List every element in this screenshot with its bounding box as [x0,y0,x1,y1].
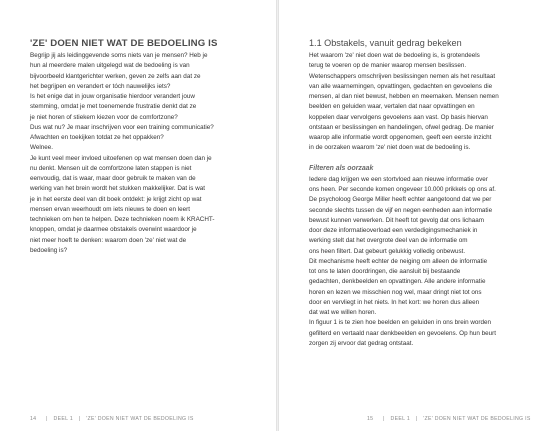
footer-title: 'ZE' DOEN NIET WAT DE BEDOELING IS [423,416,531,422]
text-line: ontstaan er beslissingen en handelingen, ofwel gedrag. De manier [309,123,494,131]
text-line: niet meer hoeft te denken: waarom doen 'ze' niet wat de [30,236,187,244]
text-line: mensen ervan weerhoudt om iets nieuws te doen en leert [30,205,190,213]
footer-separator: | [78,416,81,422]
footer-separator: | [415,416,418,422]
text-line: beelden en geluiden waar, vertalen dat naar opvattingen en [309,103,475,111]
text-line: werking van het brein wordt het stukken makkelijker. Dat is wat [30,185,205,193]
text-line: koppelen daar vervolgens gevoelens aan vast. Op basis hiervan [309,113,488,121]
text-line: knoppen, omdat je daarmee obstakels overwint waardoor je [30,226,197,234]
text-line: dat wat we willen horen. [309,309,377,316]
text-line: Iedere dag krijgen we een stortvloed aan nieuwe informatie over [309,175,488,183]
text-line: hun al meerdere malen uitgelegd wat de bedoeling is van [30,62,190,70]
text-line: technieken om hen te helpen. Deze technieken noem ik KRACHT- [30,216,215,223]
text-line: werking stelt dat het overgrote deel van de informatie om [309,237,468,245]
text-line: Afwachten en toekijken totdat ze het oppakken? [30,134,164,141]
text-line: Dit mechanisme heeft echter de neiging om alleen de informatie [309,257,488,265]
chapter-heading: 'ZE' DOEN NIET WAT DE BEDOELING IS [30,38,218,49]
text-line: In figuur 1 is te zien hoe beelden en geluiden in ons brein worden [309,319,492,327]
subheading: Filteren als oorzaak [309,164,374,172]
right-footer [367,416,531,422]
text-line: bedoeling is? [30,246,68,254]
footer-part: DEEL 1 [53,416,74,422]
right-body [309,175,533,349]
text-line: je in het eerste deel van dit boek ontdekt: je krijgt zicht op wat [30,195,202,203]
page-number: 14 [30,416,37,422]
text-line: ons heen filtert. Dat gebeurt gelukkig volledig onbewust. [309,247,466,255]
footer-separator: | [46,416,48,422]
text-line: horen en lezen we misschien nog wel, maar dringt niet tot ons [309,288,482,296]
text-line: Je kunt veel meer invloed uitoefenen op wat mensen doen dan je [30,154,212,162]
footer-title: 'ZE' DOEN NIET WAT DE BEDOELING IS [86,416,194,422]
footer-part: DEEL 1 [390,416,411,422]
text-line: tot ons te laten doordringen, die aansluit bij bestaande [309,268,461,275]
right-intro [309,51,533,154]
footer-separator: | [383,416,385,422]
left-footer [30,416,194,422]
text-line: het begrijpen en verandert er tóch nauwelijks iets? [30,82,171,90]
left-page [0,0,276,431]
text-line: mensen, al dan niet bewust, hebben en meemaken. Mensen nemen [309,93,499,100]
text-line: terug te voeren op de manier waarop mensen beslissen. [309,62,467,70]
text-line: waarop alle informatie wordt opgenomen, geeft een eerste inzicht [309,134,492,141]
text-line: Het waarom 'ze' niet doen wat de bedoeling is, is grotendeels [309,52,480,59]
text-line: Welnee. [30,144,53,152]
text-line: je niet horen of stiekem kiezen voor de comfortzone? [30,113,178,121]
text-line: gefilterd en vertaald naar denkbeelden en gevoelens. Op hun beurt [309,329,496,337]
text-line: ons heen. Per seconde komen ongeveer 10.000 prikkels op ons af. [309,186,496,193]
text-line: Begrijp jij als leidinggevende soms niets van je mensen? Heb je [30,52,208,59]
left-body [30,51,256,256]
text-line: door deze informatieoverload een verdedigingsmechaniek in [309,227,478,234]
text-line: bewust kunnen verwerken. Dit heeft tot gevolg dat ons lichaam [309,216,485,224]
text-line: in de oorzaken waarom 'ze' niet doen wat de bedoeling is. [309,144,471,152]
paragraph-gap [309,154,533,164]
text-line: stemming, omdat je met toenemende frustratie denkt dat ze [30,103,197,111]
text-line: gedachten, denkbeelden en opvattingen. Alle andere informatie [309,278,486,286]
text-line: seconde slechts tussen de vijf en negen eenheden aan informatie [309,206,493,214]
text-line: door en vervliegt in het niets. In het kort: we horen dus alleen [309,298,480,306]
text-line: van alle waarnemingen, opvattingen, gedachten en gevoelens die [309,82,493,90]
text-line: Is het enige dat in jouw organisatie hierdoor verandert jouw [30,93,195,100]
text-line: Wetenschappers omschrijven beslissingen nemen als het resultaat [309,72,496,80]
text-line: bijvoorbeeld klantgerichter werken, geven ze zelfs aan dat ze [30,72,201,80]
right-text-column [309,38,533,349]
text-line: Dus wat nu? Je maar inschrijven voor een training communicatie? [30,123,214,131]
section-heading: 1.1 Obstakels, vanuit gedrag bekeken [309,38,462,48]
right-page [279,0,555,431]
text-line: De psycholoog George Miller heeft echter aangetoond dat we per [309,196,492,204]
page-number: 15 [367,416,374,422]
text-line: nu denkt. Mensen uit de comfortzone laten stappen is niet [30,164,192,172]
text-line: zorgen zij ervoor dat gedrag ontstaat. [309,339,414,347]
left-text-column [30,38,256,256]
text-line: eenvoudig, dat is waar, maar door gebruik te maken van de [30,175,196,182]
